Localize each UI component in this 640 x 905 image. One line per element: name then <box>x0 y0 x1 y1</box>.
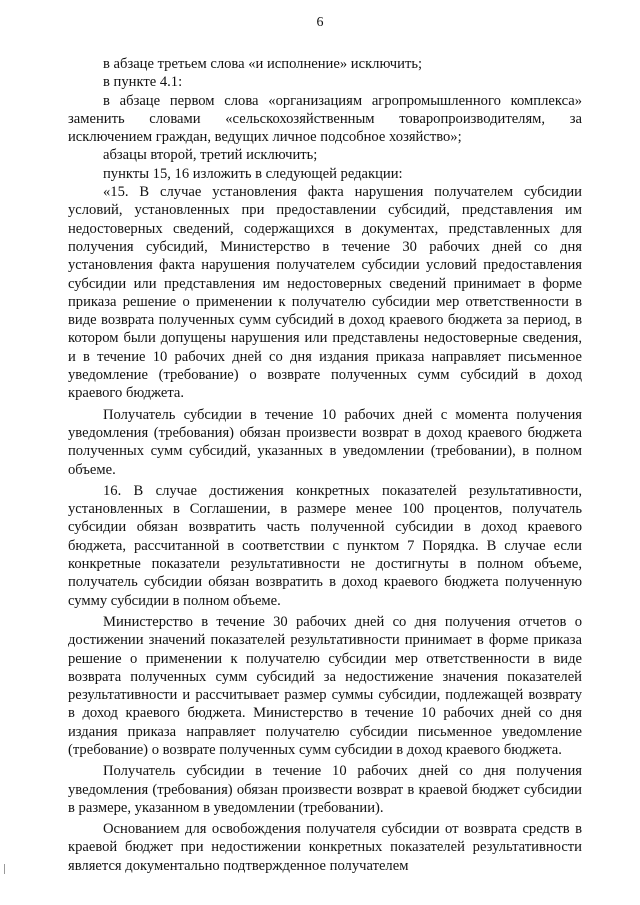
document-body <box>68 55 582 875</box>
scan-edge-mark <box>4 864 5 874</box>
paragraph-3: в абзаце первом слова «организациям агропромышленного комплекса» заменить словами «сельскохозяйственным товаропроизводителям, за исключением граждан, ведущих личное подсобное хозяйство»; <box>68 92 582 146</box>
paragraph-5: пункты 15, 16 изложить в следующей редакции: <box>103 165 403 182</box>
paragraph-6: «15. В случае установления факта нарушения получателем субсидии условий, установленных при предоставлении субсидий, представления им недостоверных сведений, содержащихся в документах, представленных для получения субсидий, Министерство в течение 30 рабочих дней со дня установления факта нарушения получателем субсидии условий предоставления субсидии или представления им недостоверных сведений принимает в форме приказа решение о применении к получателю субсидии мер ответственности в виде возврата полученных сумм субсидий в доход краевого бюджета за период, в котором были допущены нарушения или представлены недостоверные сведения, и в течение 10 рабочих дней со дня издания приказа направляет письменное уведомление (требование) о возврате полученных сумм субсидий в доход краевого бюджета. <box>68 184 582 402</box>
paragraph-9: Министерство в течение 30 рабочих дней со дня получения отчетов о достижении значений показателей результативности принимает в форме приказа решение о применении к получателю субсидии мер ответственности в виде возврата полученных сумм субсидий за недостижение значения показателей результативности и рассчитывает размер суммы субсидии, подлежащей возврату в доход краевого бюджета. Министерство в течение 10 рабочих дней со дня издания приказа направляет получателю субсидии письменное уведомление (требование) о возврате полученных сумм субсидии в доход краевого бюджета. <box>68 613 582 758</box>
paragraph-1: в абзаце третьем слова «и исполнение» исключить; <box>103 56 423 72</box>
paragraph-4: абзацы второй, третий исключить; <box>103 147 318 164</box>
paragraph-2: в пункте 4.1: <box>103 74 183 91</box>
paragraph-8: 16. В случае достижения конкретных показателей результативности, установленных в Соглашении, в размере менее 100 процентов, получатель субсидии обязан возвратить часть полученной субсидии в доход краевого бюджета, рассчитанной в соответствии с пунктом 7 Порядка. В случае если конкретные показатели результативности не достигнуты в полном объеме, получатель субсидии обязан возвратить в доход краевого бюджета полученную сумму субсидии в полном объеме. <box>68 482 582 609</box>
paragraph-7: Получатель субсидии в течение 10 рабочих дней с момента получения уведомления (требования) обязан произвести возврат в доход краевого бюджета полученных сумм субсидий, указанных в уведомлении (требовании), в полном объеме. <box>68 406 582 478</box>
page-number: 6 <box>316 15 324 30</box>
paragraph-11: Основанием для освобождения получателя субсидии от возврата средств в краевой бюджет при недостижении конкретных показателей результативности является документально подтвержденное получателем <box>68 821 582 874</box>
paragraph-10: Получатель субсидии в течение 10 рабочих дней со дня получения уведомления (требования) обязан произвести возврат в краевой бюджет субсидии в размере, указанном в уведомлении (требовании). <box>68 763 582 816</box>
